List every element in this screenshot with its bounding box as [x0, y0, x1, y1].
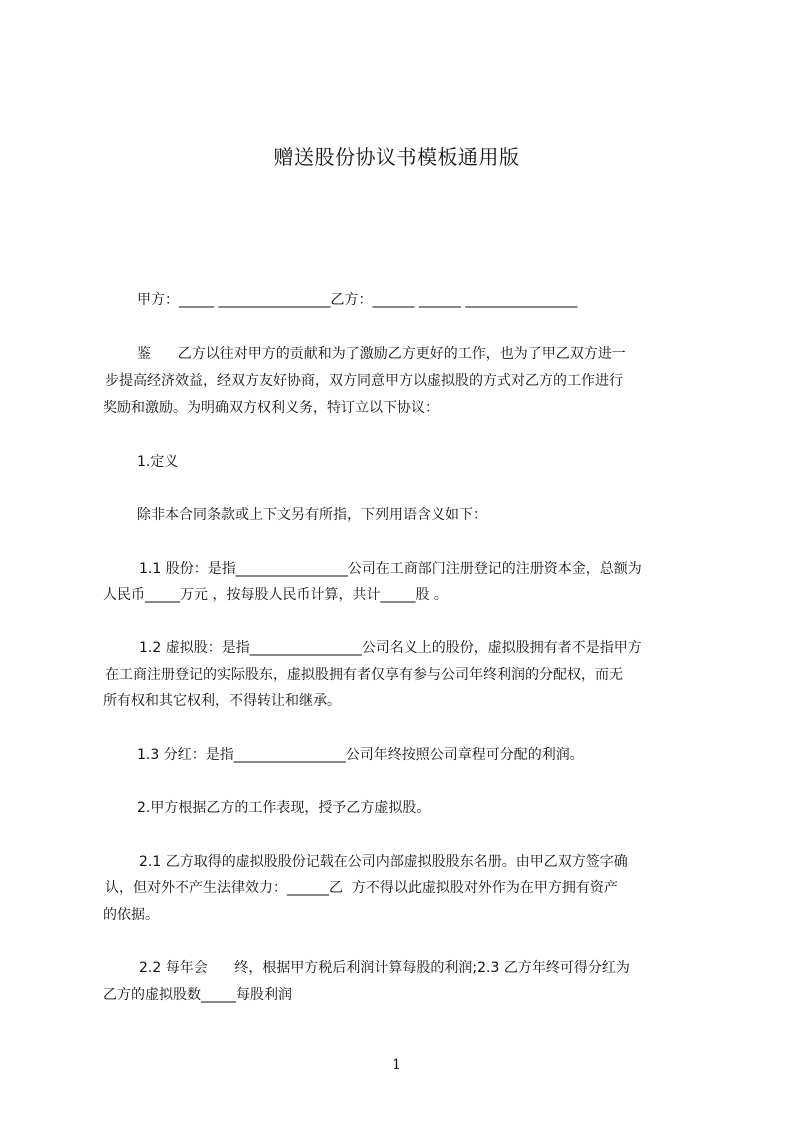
section-1-heading: 1.定义	[137, 454, 179, 470]
page-number: 1	[392, 1057, 401, 1073]
clause-2-1-line-3: 的依据。	[103, 907, 159, 923]
clause-1-2-line-2: 在工商注册登记的实际股东，虚拟股拥有者仅享有参与公司年终利润的分配权，而无	[105, 667, 623, 683]
clause-1-1-line-2: 人民币_____万元 ，按每股人民币计算，共计_____股 。	[103, 587, 448, 603]
clause-2-2-line-1: 2.2 每年会 终，根据甲方税后利润计算每股的利润;2.3 乙方年终可得分红为	[139, 960, 630, 976]
clause-1-3: 1.3 分红：是指________________公司年终按照公司章程可分配的利润。	[137, 747, 584, 763]
document-title: 赠送股份协议书模板通用版	[273, 145, 520, 169]
preamble-line-1: 鉴 乙方以往对甲方的贡献和为了激励乙方更好的工作，也为了甲乙双方进一	[137, 346, 626, 362]
section-2-heading: 2.甲方根据乙方的工作表现，授予乙方虚拟股。	[137, 800, 431, 816]
clause-2-1-line-2: 认，但对外不产生法律效力：______乙 方不得以此虚拟股对外作为在甲方拥有资产	[105, 880, 618, 896]
clause-2-2-line-2: 乙方的虚拟股数_____每股利润	[103, 987, 292, 1003]
clause-1-1-line-1: 1.1 股份：是指________________公司在工商部门注册登记的注册资本金，总额为	[139, 561, 642, 577]
preamble-line-3: 奖励和激励。为明确双方权利义务，特订立以下协议：	[103, 400, 439, 416]
clause-1-2-line-3: 所有权和其它权利，不得转让和继承。	[103, 693, 341, 709]
parties-line: 甲方：_____ ________________乙方：______ ______ ________________	[137, 292, 578, 308]
clause-2-1-line-1: 2.1 乙方取得的虚拟股股份记载在公司内部虚拟股股东名册。由甲乙双方签字确	[139, 854, 628, 870]
preamble-line-2: 步提高经济效益，经双方友好协商，双方同意甲方以虚拟股的方式对乙方的工作进行	[105, 373, 623, 389]
clause-1-2-line-1: 1.2 虚拟股：是指________________公司名义上的股份，虚拟股拥有者不是指甲方	[139, 640, 642, 656]
section-1-intro: 除非本合同条款或上下文另有所指，下列用语含义如下：	[137, 507, 487, 523]
